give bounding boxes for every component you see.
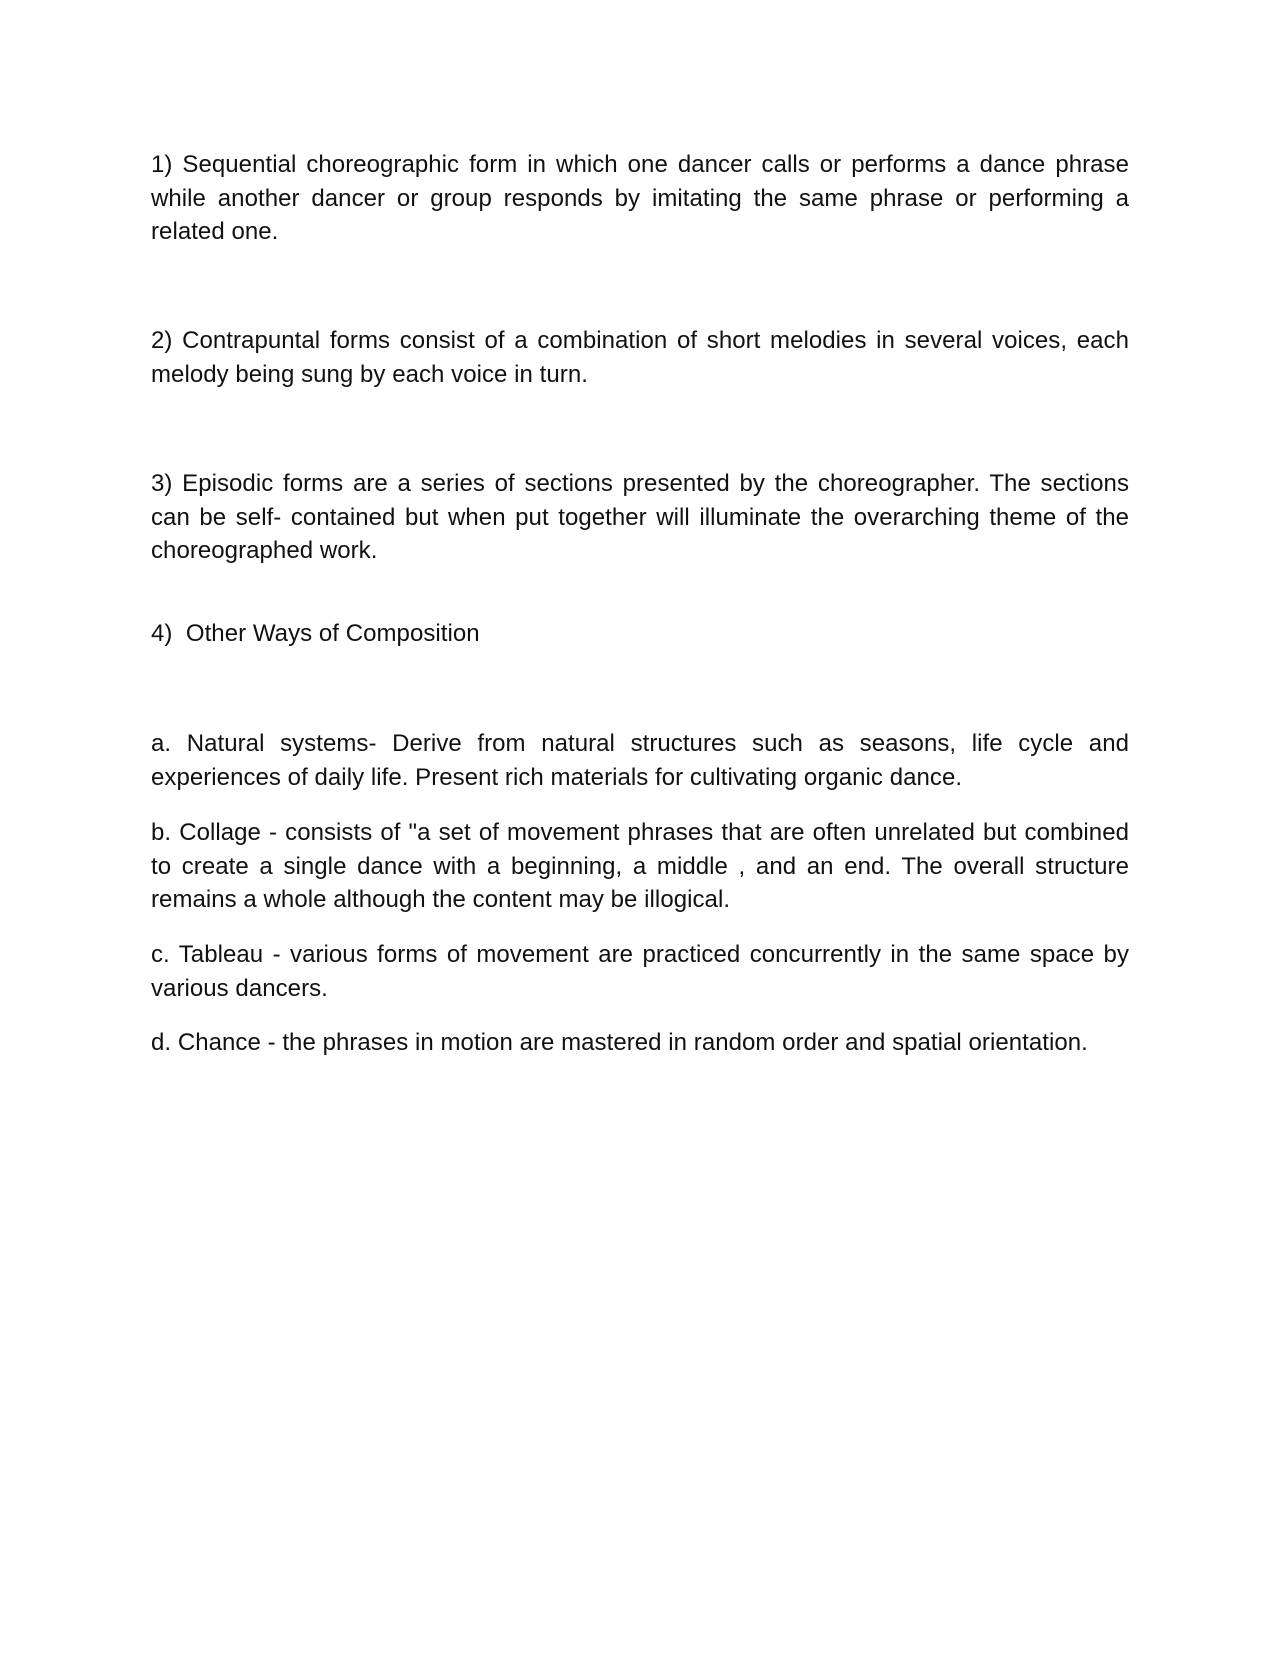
paragraph-sequential-form: 1) Sequential choreographic form in which one dancer calls or performs a dance phrase while another dancer or group responds by imitating the same phrase or performing a related one. [151, 151, 1129, 245]
paragraph-contrapuntal-forms: 2) Contrapuntal forms consist of a combination of short melodies in several voices, each melody being sung by each voice in turn. [151, 327, 1129, 388]
item-natural-systems: a. Natural systems- Derive from natural structures such as seasons, life cycle and experiences of daily life. Present rich materials for cultivating organic dance. [151, 730, 1129, 791]
paragraph-episodic-forms: 3) Episodic forms are a series of sections presented by the choreographer. The sections can be self- contained but when put together will illuminate the overarching theme of the choreographed work. [151, 470, 1129, 564]
item-chance: d. Chance - the phrases in motion are mastered in random order and spatial orientation. [151, 1029, 1088, 1056]
heading-other-ways-of-composition: 4) Other Ways of Composition [151, 620, 480, 647]
item-collage: b. Collage - consists of "a set of movement phrases that are often unrelated but combined to create a single dance with a beginning, a middle , and an end. The overall structure remains a whole although the content may be illogical. [151, 819, 1129, 913]
item-tableau: c. Tableau - various forms of movement are practiced concurrently in the same space by various dancers. [151, 941, 1129, 1002]
